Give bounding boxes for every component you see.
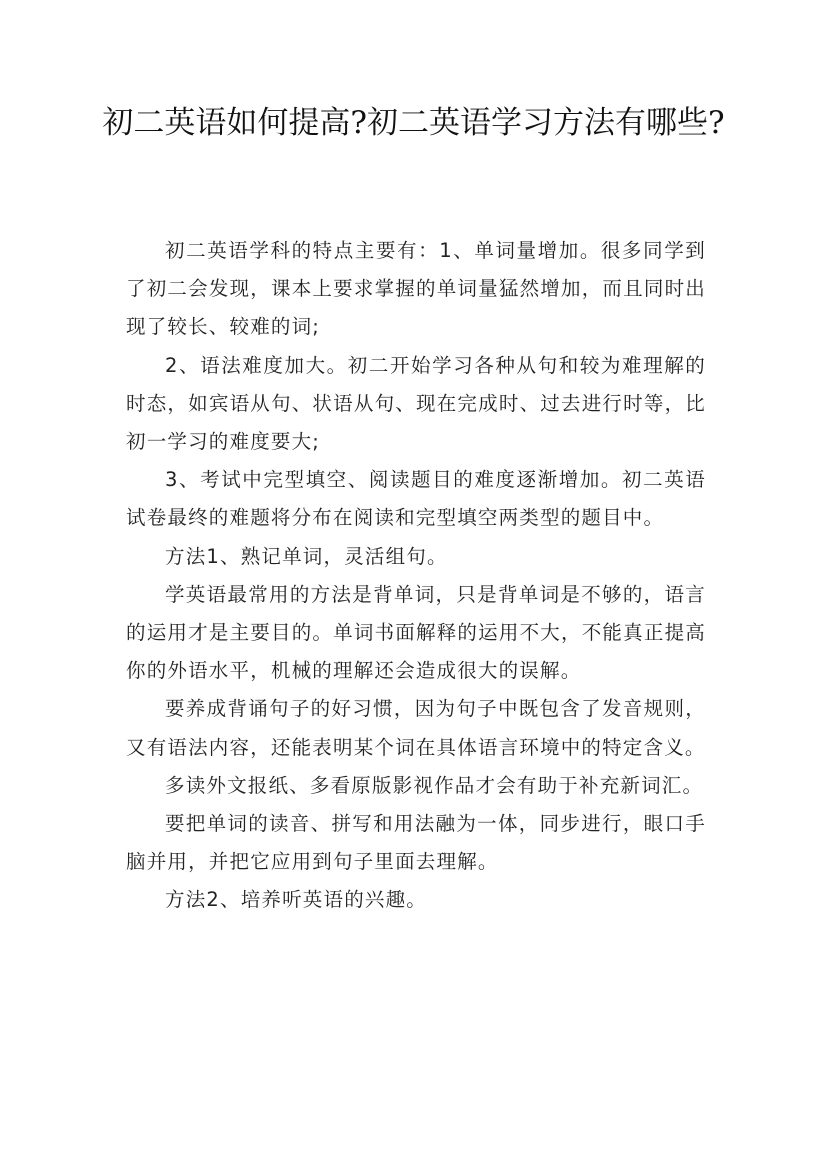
paragraph-read-newspapers: 多读外文报纸、多看原版影视作品才会有助于补充新词汇。: [165, 773, 704, 797]
paragraph-method-1-heading: 方法1、熟记单词，灵活组句。: [165, 544, 448, 568]
paragraph-grammar: 2、语法难度加大。初二开始学习各种从句和较为难理解的时态，如宾语从句、状语从句、现在完成时、过去进行时等，比初一学习的难度要大;: [126, 353, 706, 454]
document-title: 初二英语如何提高?初二英语学习方法有哪些?: [102, 105, 725, 141]
paragraph-exam: 3、考试中完型填空、阅读题目的难度逐渐增加。初二英语试卷最终的难题将分布在阅读和完型填空两类型的题目中。: [126, 468, 706, 530]
document-body: [126, 232, 706, 920]
paragraph-memorize-words: 学英语最常用的方法是背单词，只是背单词是不够的，语言的运用才是主要目的。单词书面解释的运用不大，不能真正提高你的外语水平，机械的理解还会造成很大的误解。: [126, 582, 706, 683]
paragraph-features: 初二英语学科的特点主要有：1、单词量增加。很多同学到了初二会发现，课本上要求掌握的单词量猛然增加，而且同时出现了较长、较难的词;: [126, 239, 706, 339]
paragraph-method-2-heading: 方法2、培养听英语的兴趣。: [165, 888, 428, 912]
paragraph-integrate: 要把单词的读音、拼写和用法融为一体，同步进行，眼口手脑并用，并把它应用到句子里面去理解。: [126, 812, 706, 874]
paragraph-recite-sentences: 要养成背诵句子的好习惯，因为句子中既包含了发音规则，又有语法内容，还能表明某个词在具体语言环境中的特定含义。: [126, 697, 706, 759]
